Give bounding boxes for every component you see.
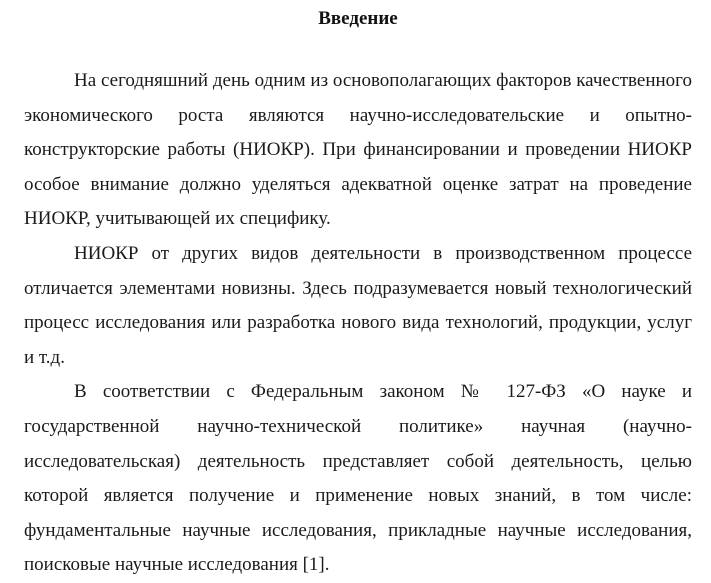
paragraph-2: НИОКР от других видов деятельности в производственном процессе отличается элементами новизны. Здесь подразумевается новый технологический процесс исследования или разработка нового вида технологий, продукции, услуг и т.д. (24, 242, 692, 368)
paragraph-1: На сегодняшний день одним из основополагающих факторов качественного экономического роста являются научно-исследовательские и опытно-конструкторские работы (НИОКР). При финансировании и проведении НИОКР особое внимание должно уделяться адекватной оценке затрат на проведение НИОКР, учитывающей их специфику. (24, 70, 692, 230)
document-body (24, 64, 692, 583)
document-page (0, 7, 711, 577)
paragraph-3: В соответствии с Федеральным законом № 127-ФЗ «О науке и государственной научно-технической политике» научная (научно-исследовательская) деятельность представляет собой деятельность, целью которой является получение и применение новых знаний, в том числе: фундаментальные научные исследования, прикладные научные исследования, поисковые научные исследования [1]. (24, 381, 692, 576)
section-heading: Введение (318, 8, 398, 29)
